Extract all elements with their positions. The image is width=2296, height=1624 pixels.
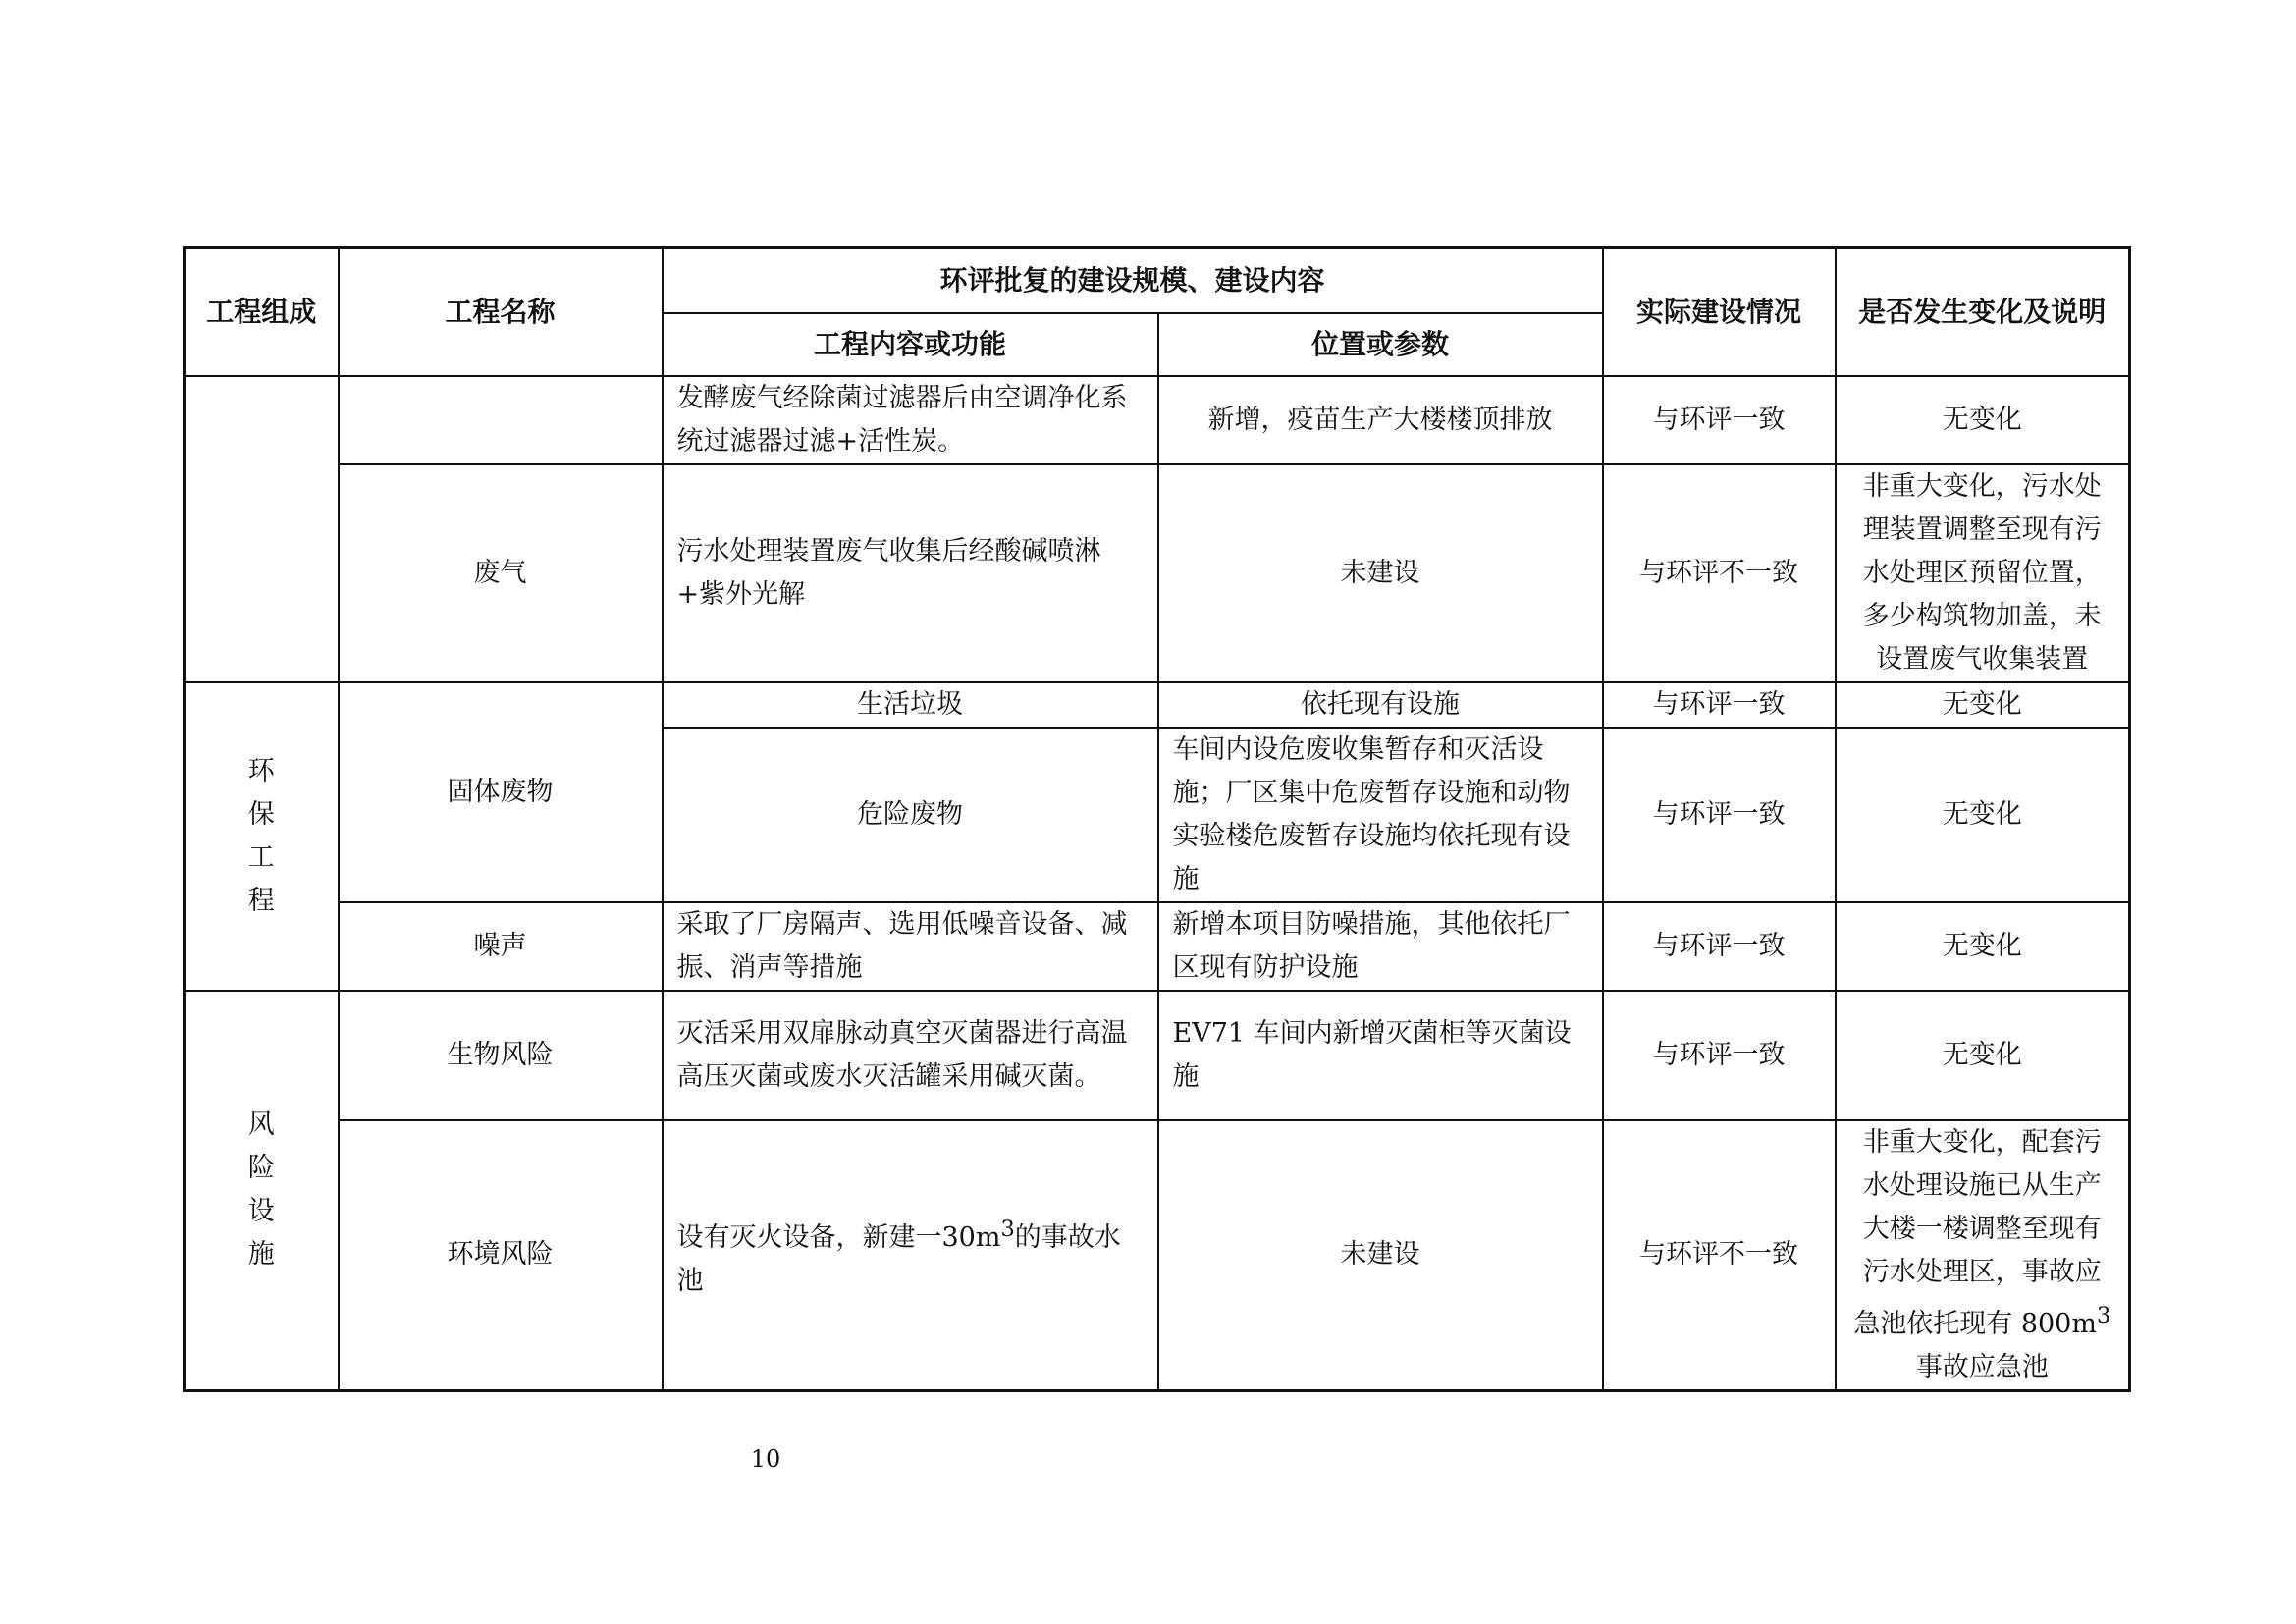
superscript: 3 — [1000, 1216, 1015, 1242]
change-cell: 无变化 — [1836, 728, 2130, 902]
header-content: 工程内容或功能 — [663, 313, 1158, 376]
header-group: 工程组成 — [185, 248, 339, 376]
content-text: 的事故水池 — [676, 1221, 1121, 1296]
change-cell: 无变化 — [1836, 902, 2130, 991]
content-cell: 发酵废气经除菌过滤器后由空调净化系统过滤器过滤+活性炭。 — [663, 376, 1158, 464]
group-char: 险 — [247, 1153, 275, 1183]
change-cell: 无变化 — [1836, 376, 2130, 464]
content-text: 设有灭火设备，新建一30m — [676, 1221, 1001, 1253]
name-cell: 环境风险 — [339, 1120, 663, 1391]
change-cell: 无变化 — [1836, 682, 2130, 728]
location-cell: 新增本项目防噪措施，其他依托厂区现有防护设施 — [1158, 902, 1603, 991]
content-cell — [663, 1120, 1158, 1391]
location-cell: 新增，疫苗生产大楼楼顶排放 — [1158, 376, 1603, 464]
header-approved: 环评批复的建设规模、建设内容 — [663, 248, 1603, 313]
header-location: 位置或参数 — [1158, 313, 1603, 376]
content-cell: 生活垃圾 — [663, 682, 1158, 728]
actual-cell: 与环评一致 — [1603, 728, 1836, 902]
location-cell: 依托现有设施 — [1158, 682, 1603, 728]
header-actual: 实际建设情况 — [1603, 248, 1836, 376]
actual-cell: 与环评一致 — [1603, 902, 1836, 991]
actual-cell: 与环评不一致 — [1603, 464, 1836, 682]
header-change: 是否发生变化及说明 — [1836, 248, 2130, 376]
group-char: 工 — [247, 841, 275, 873]
actual-cell: 与环评不一致 — [1603, 1120, 1836, 1391]
content-cell: 灭活采用双扉脉动真空灭菌器进行高温高压灭菌或废水灭活罐采用碱灭菌。 — [663, 991, 1158, 1120]
change-text: 非重大变化，配套污水处理设施已从生产大楼一楼调整至现有污水处理区，事故应急池依托现有 800m — [1853, 1126, 2102, 1339]
superscript: 3 — [2096, 1302, 2111, 1328]
group-char: 设 — [247, 1196, 275, 1226]
change-cell — [1836, 1120, 2130, 1391]
change-text: 事故应急池 — [1915, 1351, 2049, 1382]
actual-cell: 与环评一致 — [1603, 376, 1836, 464]
environmental-project-table — [183, 246, 2131, 1392]
group-cell-risk — [185, 991, 339, 1391]
location-cell: EV71 车间内新增灭菌柜等灭菌设施 — [1158, 991, 1603, 1120]
group-char: 环 — [247, 755, 275, 786]
group-cell-continued — [185, 376, 339, 682]
name-cell: 生物风险 — [339, 991, 663, 1120]
name-cell: 固体废物 — [339, 682, 663, 902]
change-cell: 无变化 — [1836, 991, 2130, 1120]
content-cell: 采取了厂房隔声、选用低噪音设备、减振、消声等措施 — [663, 902, 1158, 991]
location-cell: 未建设 — [1158, 1120, 1603, 1391]
content-cell: 污水处理装置废气收集后经酸碱喷淋+紫外光解 — [663, 464, 1158, 682]
actual-cell: 与环评一致 — [1603, 682, 1836, 728]
group-char: 风 — [247, 1110, 275, 1140]
content-cell: 危险废物 — [663, 728, 1158, 902]
location-cell: 车间内设危废收集暂存和灭活设施；厂区集中危废暂存设施和动物实验楼危废暂存设施均依托现有设施 — [1158, 728, 1603, 902]
change-cell: 非重大变化，污水处理装置调整至现有污水处理区预留位置，多少构筑物加盖，未设置废气收集装置 — [1836, 464, 2130, 682]
name-cell-continued — [339, 376, 663, 464]
header-name: 工程名称 — [339, 248, 663, 376]
location-cell: 未建设 — [1158, 464, 1603, 682]
name-cell: 噪声 — [339, 902, 663, 991]
group-cell-env — [185, 682, 339, 991]
page-number: 10 — [750, 1445, 781, 1473]
actual-cell: 与环评一致 — [1603, 991, 1836, 1120]
group-char: 程 — [247, 885, 275, 916]
group-char: 保 — [247, 798, 275, 830]
group-char: 施 — [247, 1239, 275, 1270]
name-cell: 废气 — [339, 464, 663, 682]
